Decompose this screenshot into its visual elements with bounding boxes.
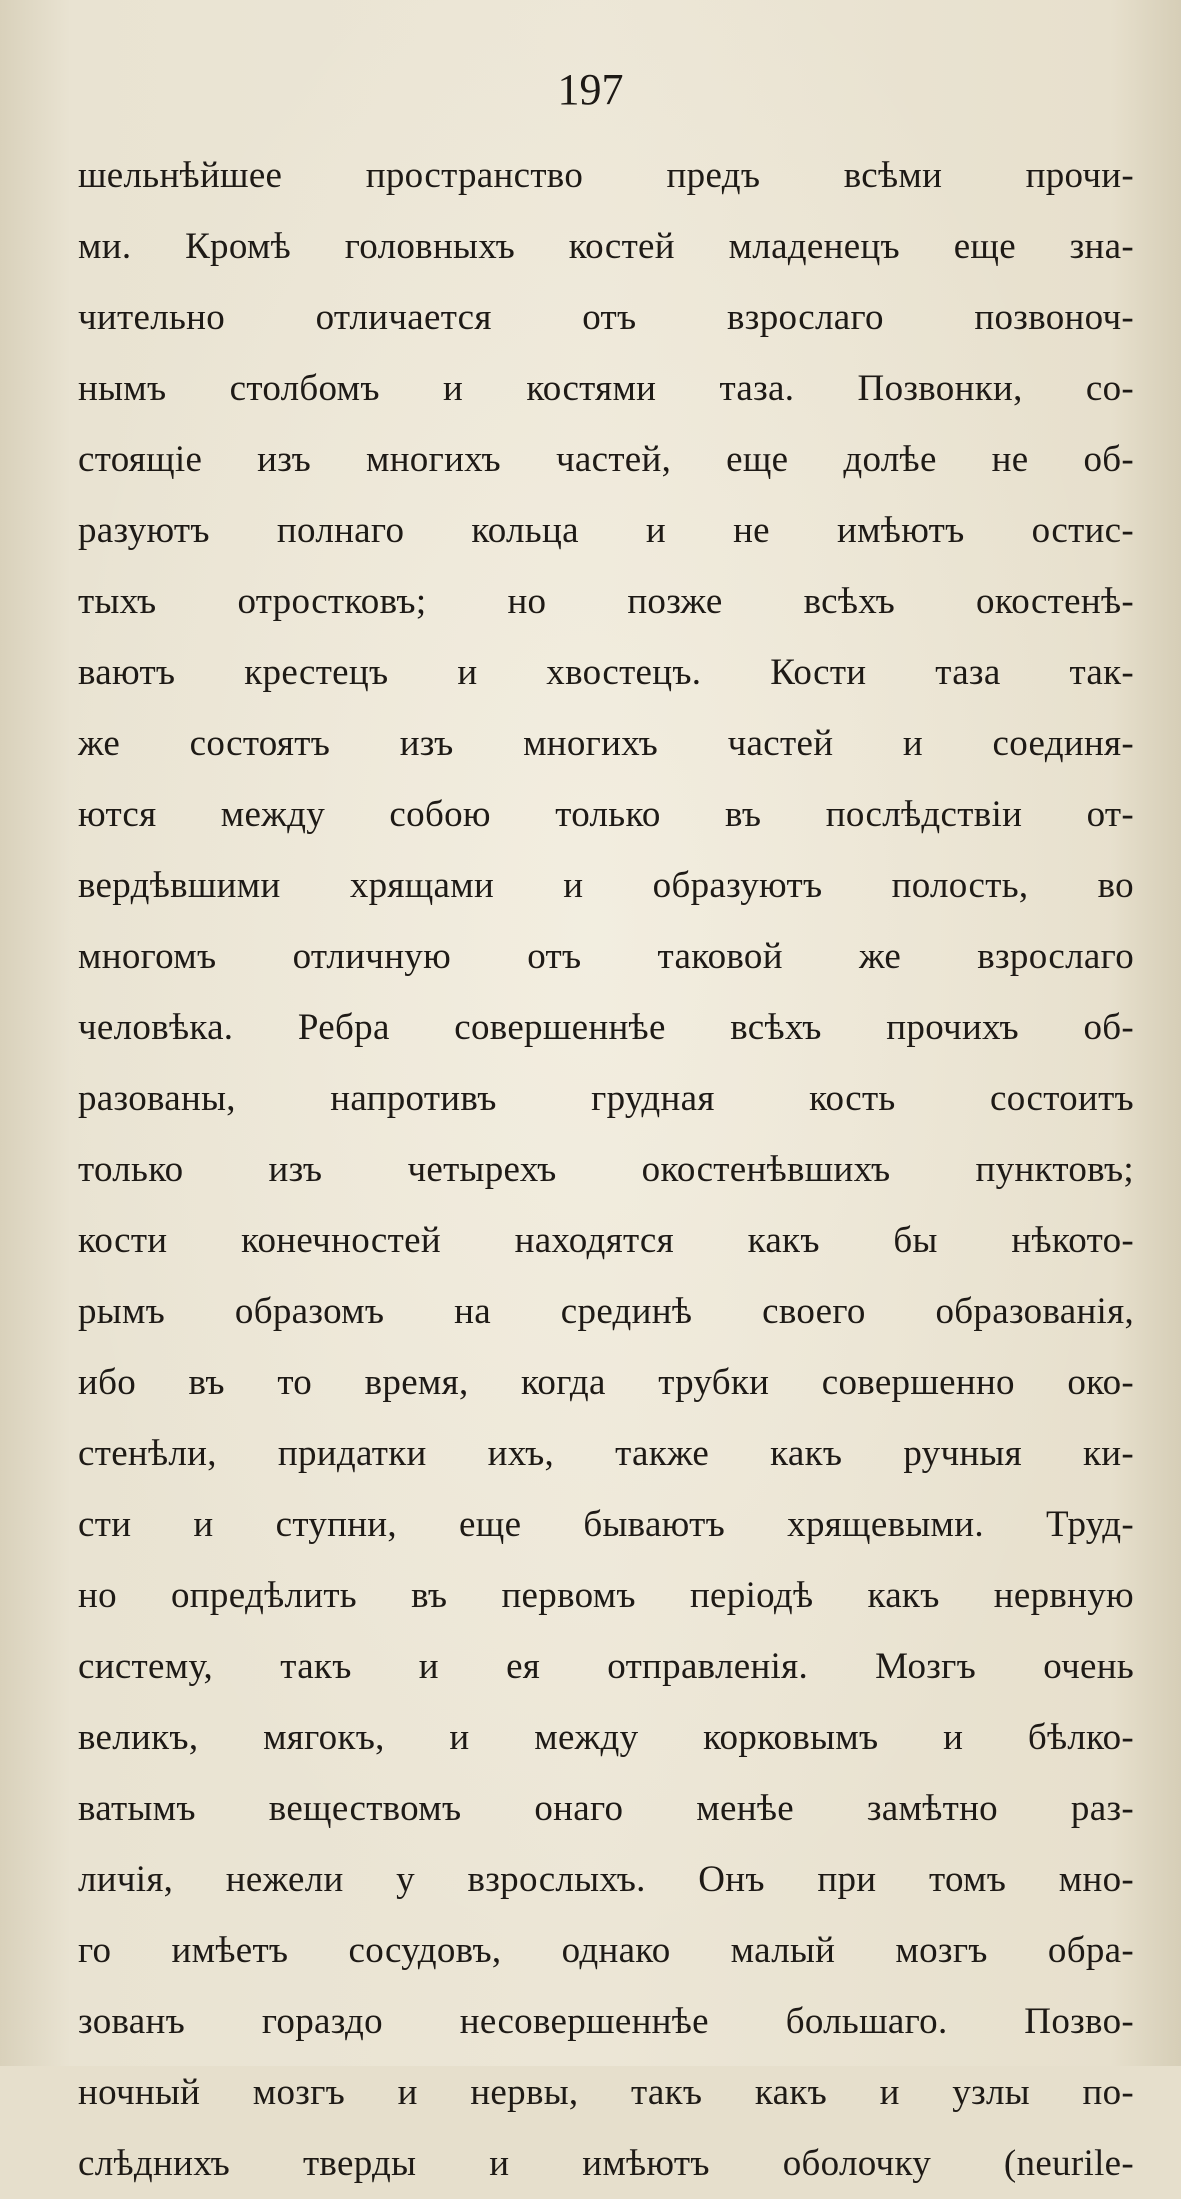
text-line-11: вердѣвшими хрящами и образуютъ полость, во [78,865,1134,906]
text-line-13: человѣка. Ребра совершеннѣе всѣхъ прочихъ об- [78,1007,1134,1048]
text-line-18: ибо въ то время, когда трубки совершенно око- [78,1362,1134,1403]
text-line-7: тыхъ отростковъ; но позже всѣхъ окостенѣ- [78,581,1134,622]
body-text [78,140,1134,2199]
text-line-14: разованы, напротивъ грудная кость состоитъ [78,1078,1134,1119]
text-line-17: рымъ образомъ на срединѣ своего образованія, [78,1291,1134,1332]
text-line-23: великъ, мягокъ, и между корковымъ и бѣлко- [78,1717,1134,1758]
text-line-5: стоящіе изъ многихъ частей, еще долѣе не об- [78,439,1134,480]
text-line-6: разуютъ полнаго кольца и не имѣютъ остис- [78,510,1134,551]
text-line-2: ми. Кромѣ головныхъ костей младенецъ еще зна- [78,226,1134,267]
text-line-15: только изъ четырехъ окостенѣвшихъ пунктовъ; [78,1149,1134,1190]
text-line-9: же состоятъ изъ многихъ частей и соединя- [78,723,1134,764]
text-line-19: стенѣли, придатки ихъ, также какъ ручныя ки- [78,1433,1134,1474]
text-line-25: личія, нежели у взрослыхъ. Онъ при томъ мно- [78,1859,1134,1900]
text-line-22: систему, такъ и ея отправленія. Мозгъ очень [78,1646,1134,1687]
text-line-3: чительно отличается отъ взрослаго позвоноч- [78,297,1134,338]
text-line-27: зованъ гораздо несовершеннѣе большаго. Позво- [78,2001,1134,2042]
text-line-24: ватымъ веществомъ онаго менѣе замѣтно раз- [78,1788,1134,1829]
text-line-12: многомъ отличную отъ таковой же взрослаго [78,936,1134,977]
text-line-4: нымъ столбомъ и костями таза. Позвонки, со- [78,368,1134,409]
text-line-28: ночный мозгъ и нервы, такъ какъ и узлы по- [78,2072,1134,2113]
text-line-8: ваютъ крестецъ и хвостецъ. Кости таза так- [78,652,1134,693]
text-line-1: шельнѣйшее пространство предъ всѣми прочи- [78,155,1134,196]
text-line-26: го имѣетъ сосудовъ, однако малый мозгъ обра- [78,1930,1134,1971]
text-line-10: ются между собою только въ послѣдствіи от- [78,794,1134,835]
page-number: 197 [557,65,624,114]
text-line-21: но опредѣлить въ первомъ періодѣ какъ нервную [78,1575,1134,1616]
text-line-16: кости конечностей находятся какъ бы нѣкото- [78,1220,1134,1261]
text-line-20: сти и ступни, еще бываютъ хрящевыми. Труд- [78,1504,1134,1545]
text-line-29: слѣднихъ тверды и имѣютъ оболочку (neurile- [78,2143,1134,2184]
